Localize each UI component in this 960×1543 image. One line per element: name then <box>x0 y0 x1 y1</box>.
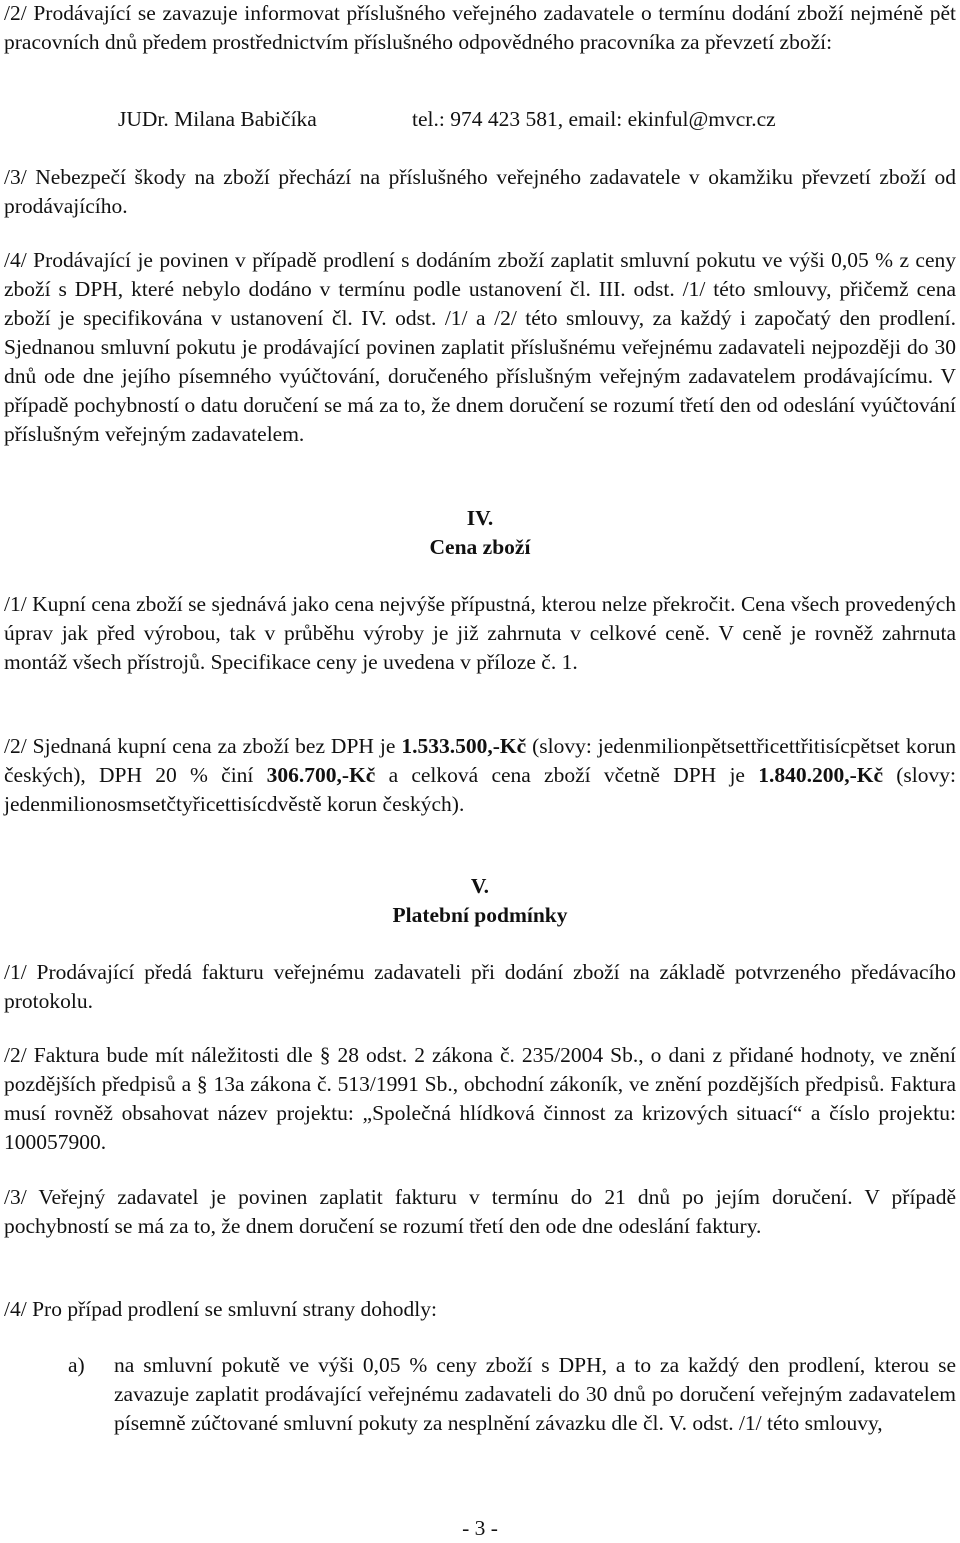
paragraph-invoice-requirements: /2/ Faktura bude mít náležitosti dle § 28 odst. 2 zákona č. 235/2004 Sb., o dani z přidané hodnoty, ve znění pozdějších předpisů a § 13a zákona č. 513/1991 Sb., obchodní zákoník, ve znění pozdějších předpisů. Faktura musí rovněž obsahovat název projektu: „Společná hlídková činnost za krizových situací“ a číslo projektu: 100057900. <box>4 1043 956 1154</box>
section-iv-number: IV. <box>466 506 494 530</box>
price-vat: 306.700,-Kč <box>266 763 376 787</box>
paragraph-risk-transfer: /3/ Nebezpečí škody na zboží přechází na příslušného veřejného zadavatele v okamžiku převzetí zboží od prodávajícího. <box>4 165 956 218</box>
price-total: 1.840.200,-Kč <box>758 763 884 787</box>
price-text-a: /2/ Sjednaná kupní cena za zboží bez DPH je <box>4 734 402 758</box>
list-marker-a: a) <box>68 1353 85 1377</box>
price-text-d: (slovy: jedenmilionosmsetčtyřicettisícdvěstě korun českých). <box>4 763 956 816</box>
price-net: 1.533.500,-Kč <box>401 734 527 758</box>
paragraph-delay-agreement: /4/ Pro případ prodlení se smluvní strany dohodly: <box>4 1297 437 1321</box>
section-iv-title: Cena zboží <box>429 535 531 559</box>
list-item-a-text: na smluvní pokutě ve výši 0,05 % ceny zboží s DPH, a to za každý den prodlení, kterou se zavazuje zaplatit prodávající veřejnému zadavateli do 30 dnů po doručení veřejným zadavatelem písemně zúčtované smluvní pokuty za nesplnění závazku dle čl. V. odst. /1/ této smlouvy, <box>114 1353 956 1435</box>
contact-name: JUDr. Milana Babičíka <box>118 107 317 131</box>
list-item-a <box>68 1351 956 1438</box>
contact-details: tel.: 974 423 581, email: ekinful@mvcr.cz <box>412 107 776 131</box>
page-number: - 3 - <box>462 1516 498 1540</box>
section-v-number: V. <box>470 874 490 898</box>
section-v-title: Platební podmínky <box>392 903 568 927</box>
paragraph-delivery-notice: /2/ Prodávající se zavazuje informovat příslušného veřejného zadavatele o termínu dodání zboží nejméně pět pracovních dnů předem prostřednictvím příslušného odpovědného pracovníka za převzetí zboží: <box>4 1 956 54</box>
paragraph-payment-term: /3/ Veřejný zadavatel je povinen zaplatit fakturu v termínu do 21 dnů po jejím doručení. V případě pochybností se má za to, že dnem doručení se rozumí třetí den ode dne odeslání faktury. <box>4 1185 956 1238</box>
price-text-c: a celková cena zboží včetně DPH je <box>375 763 759 787</box>
paragraph-price-ceiling: /1/ Kupní cena zboží se sjednává jako cena nejvýše přípustná, kterou nelze překročit. Cena všech provedených úprav jak před výrobou, tak v průběhu výroby je již zahrnuta v celkové ceně. V ceně je rovněž zahrnuta montáž všech přístrojů. Specifikace ceny je uvedena v příloze č. 1. <box>4 592 956 674</box>
paragraph-penalty: /4/ Prodávající je povinen v případě prodlení s dodáním zboží zaplatit smluvní pokutu ve výši 0,05 % z ceny zboží s DPH, které nebylo dodáno v termínu podle ustanovení čl. III. odst. /1/ této smlouvy, přičemž cena zboží je specifikována v ustanovení čl. IV. odst. /1/ a /2/ této smlouvy, za každý i započatý den prodlení. Sjednanou smluvní pokutu je prodávající povinen zaplatit příslušnému veřejnému zadavateli nejpozději do 30 dnů ode dne jejího písemného vyúčtování, doručeného příslušným veřejným zadavatelem prodávajícímu. V případě pochybností o datu doručení se má za to, že dnem doručení se rozumí třetí den od odeslání vyúčtování příslušným veřejným zadavatelem. <box>4 248 956 446</box>
price-text-b: (slovy: jedenmilionpětsettřicettřitisícpětset korun českých), DPH 20 % činí <box>4 734 956 787</box>
paragraph-invoice-handover: /1/ Prodávající předá fakturu veřejnému zadavateli při dodání zboží na základě potvrzeného předávacího protokolu. <box>4 960 956 1013</box>
paragraph-agreed-price <box>4 732 956 819</box>
